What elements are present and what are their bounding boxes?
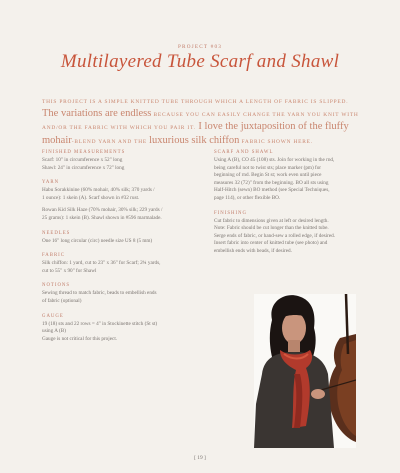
intro-text: THIS PROJECT IS A SIMPLE KNITTED TUBE THROUGH WHICH A LENGTH OF FABRIC IS SLIPPED. [42, 99, 349, 105]
section-line: Insert fabric into center of knitted tube (see photo) and [214, 240, 328, 247]
section-line: Note: Fabric should be cut longer than the knitted tube. [214, 225, 329, 232]
section-line: being careful not to twist sts; place marker (pm) for [214, 164, 322, 171]
section-line: Rowan Kid Silk Haze (70% mohair, 30% silk; 229 yards / [42, 207, 163, 214]
intro-paragraph [42, 95, 374, 148]
section-line: beginning of rnd. Begin St st; work even until piece [214, 172, 322, 179]
section-line: Serge ends of fabric, or hand-sew a rolled edge, if desired. [214, 232, 336, 239]
section-heading: FINISHING [214, 210, 247, 216]
intro-text: -BLEND YARN AND THE [71, 138, 150, 145]
section-line: cut to 55" x 90" for Shawl [42, 267, 97, 274]
section-heading: YARN [42, 180, 60, 186]
section-line: 1 ounce): 1 skein (A). Scarf shown in #32 rust. [42, 194, 140, 201]
section-heading: FINISHED MEASUREMENTS [42, 150, 126, 155]
section-scarf-and-shawl [214, 150, 364, 203]
section-line: Scarf: 10" in circumference x 52" long [42, 157, 123, 163]
section-line: 19 (18) sts and 22 rows = 4" in Stockinette stitch (St st) [42, 320, 158, 327]
section-line: embellish ends with beads, if desired. [214, 247, 292, 254]
section-line: using A (B) [42, 328, 66, 335]
materials-column [42, 150, 202, 351]
section-notions [42, 283, 202, 305]
section-heading: NEEDLES [42, 230, 71, 236]
section-line: Gauge is not critical for this project. [42, 335, 118, 342]
section-needles [42, 231, 202, 246]
intro-text: AND/OR THE FABRIC WITH WHICH YOU PAIR IT. [42, 125, 196, 132]
section-line: Half-Hitch (sewn) BO method (see Special Techniques, [214, 187, 330, 194]
section-line: Sewing thread to match fabric, beads to embellish ends [42, 290, 157, 297]
section-line: measures 32 (72)" from the beginning. BO all sts using [214, 179, 329, 186]
intro-text: FABRIC SHOWN HERE. [239, 138, 313, 145]
section-fabric [42, 253, 202, 275]
intro-text: I love the juxtaposition of the fluffy [195, 121, 349, 133]
section-heading: GAUGE [42, 313, 64, 319]
section-heading: SCARF AND SHAWL [214, 150, 274, 155]
section-line: 25 grams): 1 skein (B). Shawl shown in #596 marmalade. [42, 214, 162, 221]
intro-text: luxurious silk chiffon [149, 134, 240, 146]
intro-text: BECAUSE YOU CAN EASILY CHANGE THE YARN YOU KNIT WITH [151, 112, 359, 119]
instructions-column [214, 150, 364, 264]
section-line: page 114), or other flexible BO. [214, 194, 281, 201]
page-number: [ 19 ] [194, 455, 206, 461]
section-line: of fabric (optional) [42, 297, 82, 304]
model-photo [254, 294, 356, 448]
intro-text: mohair [42, 134, 72, 146]
section-line: Cut fabric to dimensions given at left or desired length. [214, 217, 329, 224]
section-finishing [214, 211, 364, 256]
section-finished-measurements [42, 150, 202, 172]
project-number-label: PROJECT #03 [177, 44, 223, 50]
section-line: Using A (B), CO 45 (108) sts. Join for working in the rnd, [214, 157, 335, 163]
section-line: Silk chiffon: 1 yard, cut to 23" x 36" for Scarf; 2¾ yards, [42, 260, 161, 267]
section-line: Shawl: 24" in circumference x 72" long [42, 164, 125, 171]
section-gauge [42, 314, 202, 344]
page-title: Multilayered Tube Scarf and Shawl [60, 51, 340, 72]
woman-with-cello-illustration [254, 294, 356, 448]
intro-text: The variations are endless [42, 108, 152, 120]
section-heading: NOTIONS [42, 283, 71, 289]
section-heading: FABRIC [42, 253, 65, 259]
section-yarn [42, 180, 202, 222]
section-line: Habu Sorakkinine (60% mohair, 40% silk; 370 yards / [42, 187, 155, 194]
section-line: One 16" long circular (circ) needle size US 8 (5 mm) [42, 237, 153, 244]
